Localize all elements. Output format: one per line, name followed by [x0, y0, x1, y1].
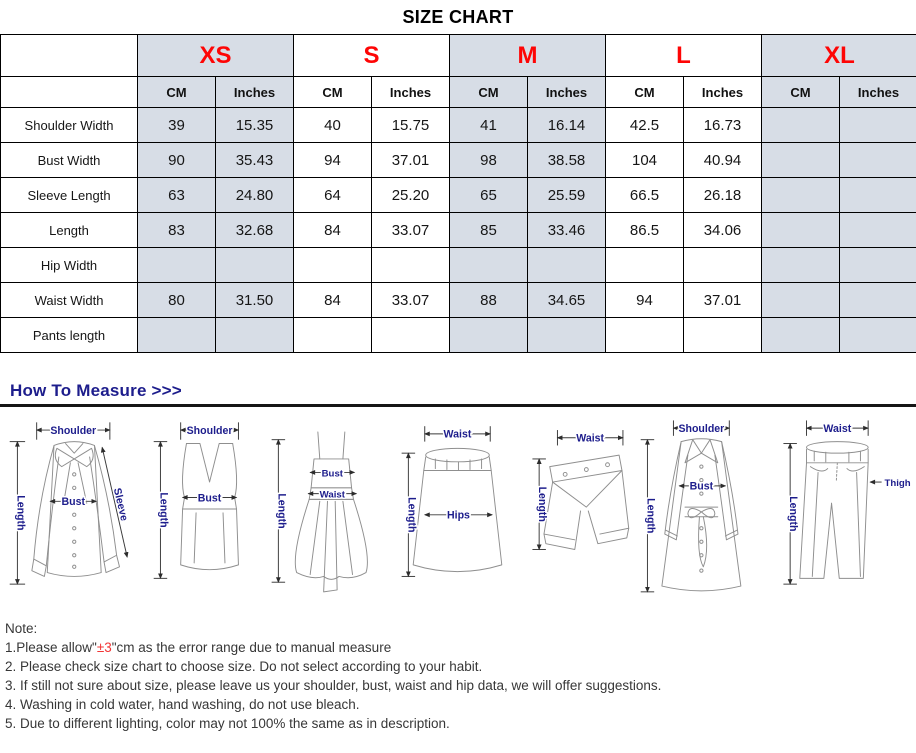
- unit-header: Inches: [216, 77, 294, 108]
- shorts-waist-label: Waist: [576, 432, 605, 445]
- size-header-l: L: [606, 35, 762, 77]
- value-cell: 31.50: [216, 283, 294, 318]
- value-cell: [840, 318, 916, 353]
- value-cell: 88: [450, 283, 528, 318]
- corner-cell-2: [1, 77, 138, 108]
- coat-bust-label: Bust: [689, 480, 713, 493]
- tank-top-sketch: [181, 444, 239, 570]
- value-cell: [294, 318, 372, 353]
- value-cell: 66.5: [606, 178, 684, 213]
- value-cell: 24.80: [216, 178, 294, 213]
- pants-figure: [768, 411, 914, 608]
- value-cell: [372, 248, 450, 283]
- value-cell: [216, 318, 294, 353]
- pants-sketch: [799, 442, 867, 579]
- value-cell: 39: [138, 108, 216, 143]
- value-cell: 41: [450, 108, 528, 143]
- value-cell: [840, 108, 916, 143]
- value-cell: [840, 283, 916, 318]
- blouse-figure: [2, 411, 146, 608]
- value-cell: 63: [138, 178, 216, 213]
- tank-length-label: Length: [157, 492, 170, 528]
- unit-header: CM: [294, 77, 372, 108]
- value-cell: [840, 248, 916, 283]
- value-cell: 34.06: [684, 213, 762, 248]
- value-cell: [762, 143, 840, 178]
- value-cell: [762, 318, 840, 353]
- unit-header: CM: [762, 77, 840, 108]
- unit-header: Inches: [372, 77, 450, 108]
- notes-heading: Note:: [5, 621, 38, 636]
- value-cell: [528, 248, 606, 283]
- value-cell: [216, 248, 294, 283]
- blouse-bust-label: Bust: [61, 496, 86, 509]
- value-cell: 34.65: [528, 283, 606, 318]
- value-cell: [840, 143, 916, 178]
- value-cell: 26.18: [684, 178, 762, 213]
- pants-thigh-label: Thigh: [884, 477, 911, 489]
- value-cell: [840, 178, 916, 213]
- corner-cell: [1, 35, 138, 77]
- value-cell: [372, 318, 450, 353]
- value-cell: 16.73: [684, 108, 762, 143]
- coat-sketch: [662, 439, 741, 591]
- value-cell: [450, 248, 528, 283]
- unit-header: Inches: [840, 77, 916, 108]
- value-cell: [606, 318, 684, 353]
- value-cell: 94: [294, 143, 372, 178]
- skirt-length-label: Length: [405, 497, 418, 533]
- value-cell: 40.94: [684, 143, 762, 178]
- value-cell: 80: [138, 283, 216, 318]
- value-cell: [762, 248, 840, 283]
- row-label: Hip Width: [1, 248, 138, 283]
- value-cell: 86.5: [606, 213, 684, 248]
- value-cell: 104: [606, 143, 684, 178]
- blouse-length-label: Length: [14, 495, 27, 531]
- tank-top-figure: [146, 411, 262, 608]
- size-header-s: S: [294, 35, 450, 77]
- value-cell: 37.01: [684, 283, 762, 318]
- note-line-3: 3. If still not sure about size, please leave us your shoulder, bust, waist and hip data, we will offer suggestions.: [5, 678, 662, 693]
- size-header-xs: XS: [138, 35, 294, 77]
- value-cell: 33.07: [372, 213, 450, 248]
- value-cell: [528, 318, 606, 353]
- page-title: SIZE CHART: [402, 7, 514, 27]
- value-cell: [294, 248, 372, 283]
- value-cell: [762, 283, 840, 318]
- dress-length-label: Length: [275, 493, 288, 529]
- value-cell: [138, 248, 216, 283]
- row-label: Waist Width: [1, 283, 138, 318]
- blouse-sleeve-label: Sleeve: [110, 486, 131, 523]
- tank-bust-label: Bust: [198, 492, 222, 505]
- unit-header: CM: [138, 77, 216, 108]
- value-cell: [762, 178, 840, 213]
- value-cell: 15.75: [372, 108, 450, 143]
- value-cell: 83: [138, 213, 216, 248]
- coat-shoulder-label: Shoulder: [678, 422, 725, 435]
- value-cell: [762, 213, 840, 248]
- note-line-1: 1.Please allow"±3"cm as the error range due to manual measure: [5, 640, 392, 655]
- unit-header: CM: [606, 77, 684, 108]
- value-cell: 98: [450, 143, 528, 178]
- value-cell: 15.35: [216, 108, 294, 143]
- value-cell: 40: [294, 108, 372, 143]
- value-cell: [450, 318, 528, 353]
- row-label: Pants length: [1, 318, 138, 353]
- blouse-sketch: [32, 442, 120, 577]
- value-cell: 65: [450, 178, 528, 213]
- row-label: Shoulder Width: [1, 108, 138, 143]
- row-label: Bust Width: [1, 143, 138, 178]
- measure-figures: [0, 407, 916, 609]
- notes-section: [0, 609, 916, 733]
- skirt-waist-label: Waist: [443, 428, 472, 441]
- unit-header: Inches: [528, 77, 606, 108]
- note-line-5: 5. Due to different lighting, color may not 100% the same as in description.: [5, 716, 450, 731]
- shorts-figure: [517, 411, 633, 608]
- unit-header: CM: [450, 77, 528, 108]
- value-cell: 85: [450, 213, 528, 248]
- dress-sketch: [295, 432, 367, 592]
- skirt-figure: [392, 411, 517, 608]
- dress-bust-label: Bust: [321, 468, 344, 480]
- value-cell: 25.20: [372, 178, 450, 213]
- pants-waist-label: Waist: [823, 422, 851, 435]
- pants-length-label: Length: [786, 496, 799, 532]
- note-error-range: ±3: [96, 640, 112, 655]
- dress-waist-label: Waist: [319, 489, 345, 501]
- blouse-shoulder-label: Shoulder: [50, 424, 97, 437]
- value-cell: 37.01: [372, 143, 450, 178]
- value-cell: [684, 248, 762, 283]
- value-cell: 16.14: [528, 108, 606, 143]
- row-label: Sleeve Length: [1, 178, 138, 213]
- value-cell: 32.68: [216, 213, 294, 248]
- unit-header: Inches: [684, 77, 762, 108]
- value-cell: 33.07: [372, 283, 450, 318]
- value-cell: [840, 213, 916, 248]
- value-cell: 90: [138, 143, 216, 178]
- coat-figure: [633, 411, 768, 608]
- value-cell: 25.59: [528, 178, 606, 213]
- value-cell: 38.58: [528, 143, 606, 178]
- value-cell: 84: [294, 283, 372, 318]
- value-cell: [606, 248, 684, 283]
- value-cell: 94: [606, 283, 684, 318]
- skirt-hips-label: Hips: [447, 509, 470, 522]
- value-cell: 84: [294, 213, 372, 248]
- note-line-4: 4. Washing in cold water, hand washing, do not use bleach.: [5, 697, 360, 712]
- shorts-length-label: Length: [536, 486, 549, 522]
- dress-figure: [262, 411, 392, 608]
- how-to-measure-heading: How To Measure >>>: [10, 381, 182, 400]
- value-cell: 64: [294, 178, 372, 213]
- coat-length-label: Length: [644, 498, 657, 534]
- row-label: Length: [1, 213, 138, 248]
- value-cell: 35.43: [216, 143, 294, 178]
- value-cell: [684, 318, 762, 353]
- size-header-m: M: [450, 35, 606, 77]
- value-cell: 42.5: [606, 108, 684, 143]
- value-cell: [762, 108, 840, 143]
- value-cell: [138, 318, 216, 353]
- note-line-2: 2. Please check size chart to choose size. Do not select according to your habit.: [5, 659, 483, 674]
- tank-shoulder-label: Shoulder: [187, 424, 233, 437]
- size-table: [0, 34, 916, 353]
- size-header-xl: XL: [762, 35, 916, 77]
- shorts-sketch: [544, 455, 629, 549]
- value-cell: 33.46: [528, 213, 606, 248]
